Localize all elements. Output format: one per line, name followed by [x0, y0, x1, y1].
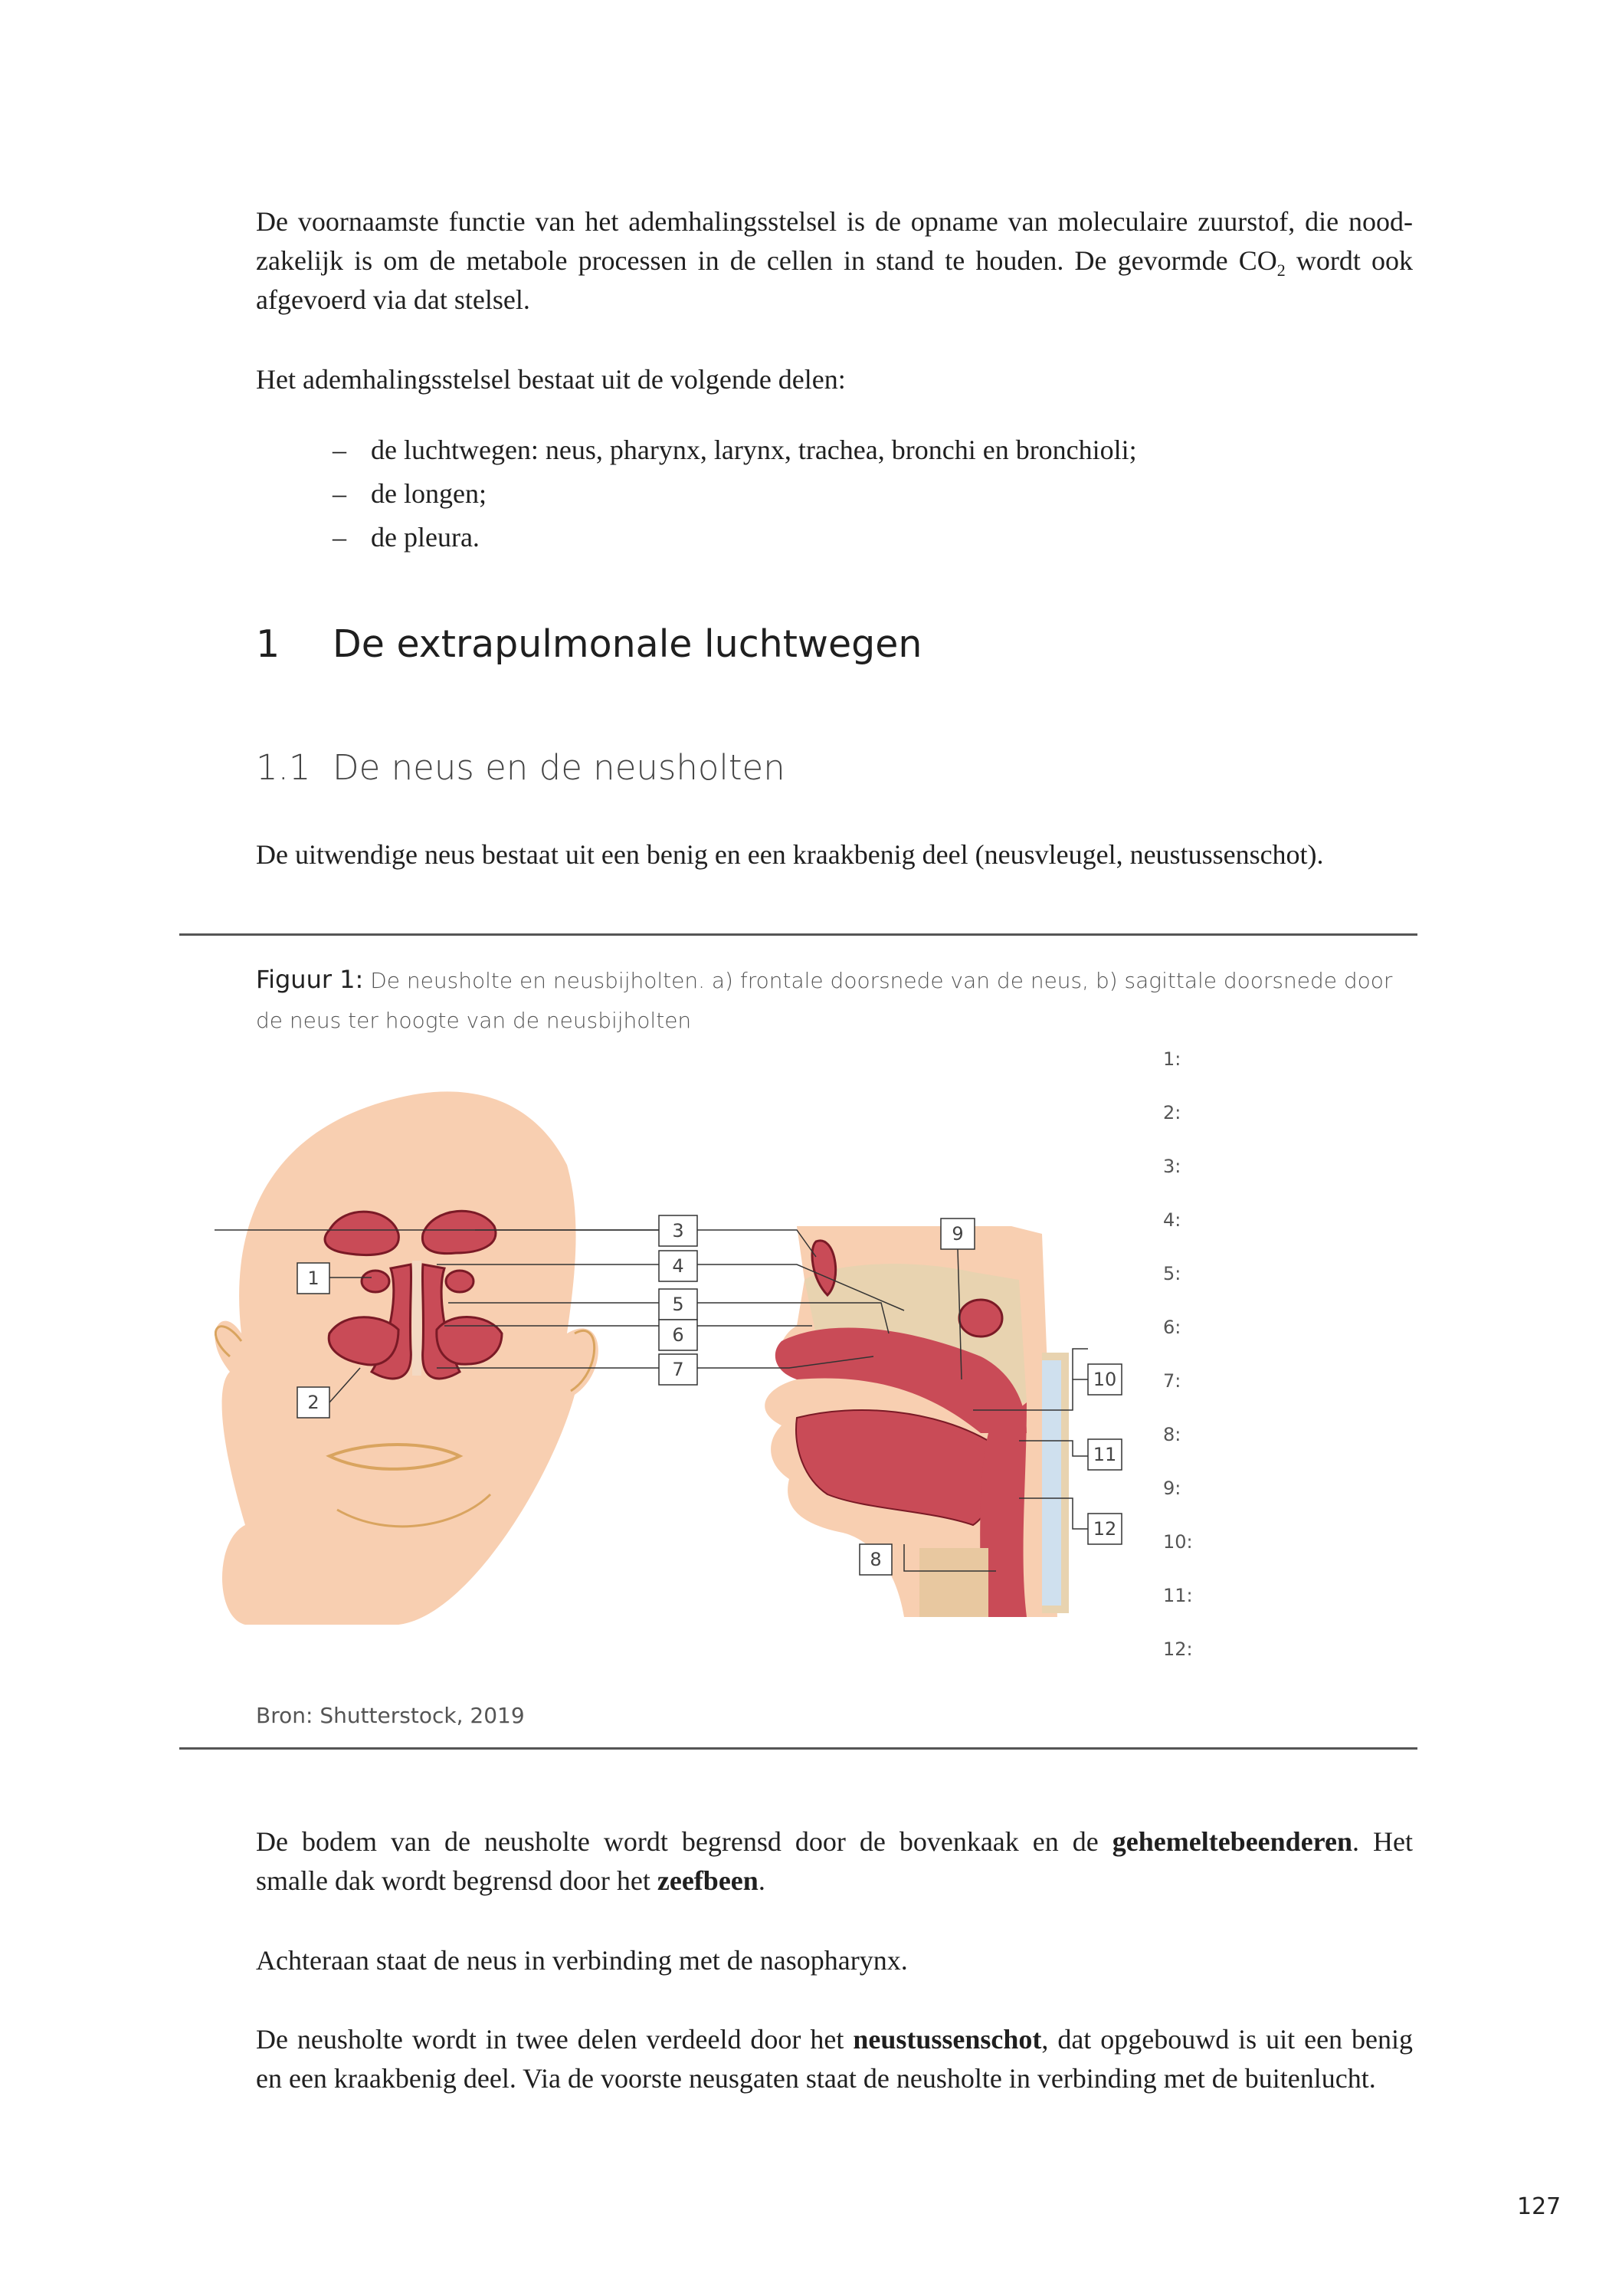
answer-label: 2: — [1163, 1102, 1181, 1123]
body-p3-line-2: en een kraakbenig deel. Via de voorste neusgaten staat de neusholte in verbinding met de buitenlucht. — [256, 2063, 1376, 2094]
sphenoid-sinus — [959, 1300, 1002, 1337]
term-neustussenschot: neustussenschot — [853, 2024, 1042, 2055]
answer-label: 3: — [1163, 1156, 1181, 1177]
figure-source: Bron: Shutterstock, 2019 — [256, 1703, 525, 1728]
body-p1-line-1: De bodem van de neusholte wordt begrensd door de bovenkaak en de gehemeltebeenderen. Het — [256, 1826, 1414, 1857]
subsection-paragraph: De uitwendige neus bestaat uit een benig en een kraakbenig deel (neusvleugel, neustussenschot). — [256, 839, 1324, 870]
body-paragraph-3 — [256, 2020, 1413, 2098]
page-number: 127 — [1517, 2193, 1561, 2220]
trachea-area — [919, 1548, 988, 1617]
figure-caption-text: De neusholte en neusbijholten. a) frontale doorsnede van de neus, b) sagittale doorsnede door de neus ter hoogte van de neusbijholten — [256, 968, 1393, 1033]
answer-label: 6: — [1163, 1317, 1181, 1338]
callout-4 — [659, 1251, 697, 1281]
intro-paragraph-2: Het ademhalingsstelsel bestaat uit de volgende delen: — [256, 364, 846, 395]
answer-label: 9: — [1163, 1478, 1181, 1499]
callout-5 — [659, 1289, 697, 1320]
frontal-face-section — [215, 1091, 598, 1625]
svg-text:8: 8 — [870, 1549, 882, 1570]
answer-label: 10: — [1163, 1531, 1193, 1553]
intro-line-1: De voornaamste functie van het ademhalingsstelsel is de opname van moleculaire zuurstof, die nood- — [256, 206, 1413, 237]
section-number: 1 — [256, 622, 280, 666]
sagittal-head-section — [765, 1226, 1065, 1617]
callout-10 — [1088, 1364, 1122, 1395]
svg-text:4: 4 — [672, 1255, 684, 1277]
answer-label: 5: — [1163, 1263, 1181, 1284]
callout-8 — [860, 1544, 892, 1575]
subsection-heading — [256, 747, 785, 788]
figure-top-rule — [179, 933, 1417, 936]
section-title: De extrapulmonale luchtwegen — [333, 622, 922, 666]
svg-text:7: 7 — [672, 1359, 684, 1380]
svg-text:11: 11 — [1093, 1444, 1117, 1465]
figure-label: Figuur 1: — [256, 965, 364, 994]
callout-1 — [297, 1263, 329, 1294]
answer-label: 7: — [1163, 1370, 1181, 1392]
answer-label: 4: — [1163, 1209, 1181, 1231]
callout-11 — [1088, 1439, 1122, 1470]
callout-7 — [659, 1354, 697, 1385]
callout-2 — [297, 1387, 329, 1418]
figure-caption — [256, 959, 1405, 1041]
callout-6 — [659, 1320, 697, 1350]
figure-bottom-rule — [179, 1747, 1417, 1750]
answer-label: 12: — [1163, 1638, 1193, 1660]
callout-3 — [659, 1215, 697, 1246]
svg-text:1: 1 — [307, 1268, 319, 1289]
svg-text:10: 10 — [1093, 1369, 1117, 1390]
body-paragraph-2: Achteraan staat de neus in verbinding met de nasopharynx. — [256, 1945, 908, 1976]
svg-text:2: 2 — [307, 1392, 319, 1413]
answer-label: 1: — [1163, 1048, 1181, 1070]
section-heading — [256, 622, 922, 666]
subsection-number: 1.1 — [256, 747, 311, 788]
svg-text:12: 12 — [1093, 1518, 1117, 1540]
subsection-title: De neus en de neusholten — [333, 747, 785, 788]
nasal-cavity-illustration — [215, 1081, 1165, 1648]
answer-label: 11: — [1163, 1585, 1193, 1606]
svg-text:6: 6 — [672, 1324, 684, 1346]
answer-label: 8: — [1163, 1424, 1181, 1445]
body-paragraph-1 — [256, 1822, 1413, 1901]
body-p3-line-1: De neusholte wordt in twee delen verdeeld door het neustussenschot, dat opgebouwd is uit een benig — [256, 2024, 1413, 2055]
intro-paragraph — [256, 202, 1413, 320]
intro-line-3: afgevoerd via dat stelsel. — [256, 284, 530, 315]
co2-subscript: 2 — [1276, 261, 1286, 280]
svg-text:9: 9 — [952, 1223, 964, 1245]
svg-text:3: 3 — [672, 1220, 684, 1241]
callout-9 — [941, 1219, 975, 1249]
intro-line-2: zakelijk is om de metabole processen in de cellen in stand te houden. De gevormde $CO_2$ wordt ook — [256, 245, 1413, 280]
term-gehemeltebeenderen: gehemeltebeenderen — [1112, 1826, 1353, 1857]
term-zeefbeen: zeefbeen — [657, 1865, 759, 1896]
septum — [412, 1261, 421, 1376]
callout-12 — [1088, 1514, 1122, 1544]
body-p1-line-2: smalle dak wordt begrensd door het zeefbeen. — [256, 1865, 765, 1896]
svg-text:5: 5 — [672, 1294, 684, 1315]
